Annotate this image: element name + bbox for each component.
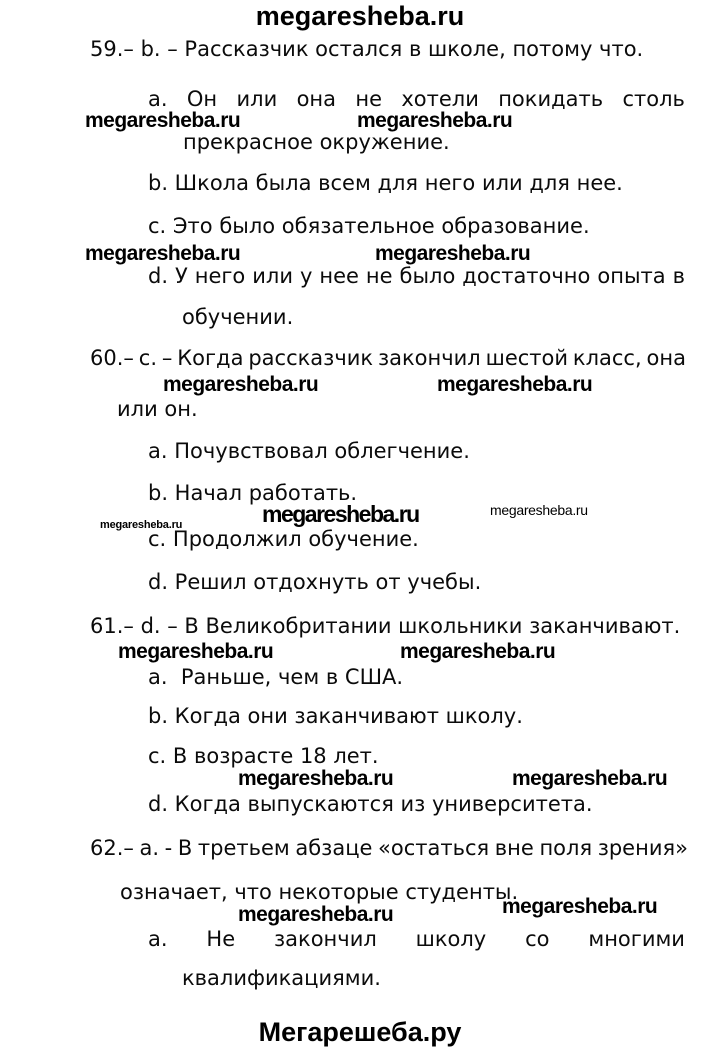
- watermark: megaresheba.ru: [490, 502, 588, 518]
- question-62-option-a-line2: квалификациями.: [182, 966, 381, 990]
- question-61-option-b: b. Когда они заканчивают школу.: [148, 704, 523, 728]
- question-62-heading-line1: 62.– a. - В третьем абзаце «остаться вне поля зрения»: [90, 836, 688, 860]
- watermark: megaresheba.ru: [357, 109, 513, 132]
- question-60-option-c: c. Продолжил обучение.: [148, 527, 419, 551]
- question-59-option-d-line2: обучении.: [182, 305, 294, 329]
- question-59-heading: 59.– b. – Рассказчик остался в школе, потому что.: [90, 37, 644, 61]
- question-60-option-d: d. Решил отдохнуть от учебы.: [148, 570, 482, 594]
- question-62-option-a-line1: a. Не закончил школу со многими: [148, 927, 685, 951]
- watermark: megaresheba.ru: [85, 242, 241, 265]
- watermark: megaresheba.ru: [238, 903, 394, 926]
- site-footer: Мегарешеба.ру: [258, 1017, 462, 1047]
- watermark: megaresheba.ru: [118, 640, 274, 663]
- question-60-heading-line1: 60.– c. – Когда рассказчик закончил шестой класс, она: [90, 346, 686, 370]
- watermark: megaresheba.ru: [262, 501, 419, 527]
- question-62-heading-line2: означает, что некоторые студенты.: [120, 880, 519, 904]
- question-61-option-d: d. Когда выпускаются из университета.: [148, 792, 593, 816]
- question-60-option-b: b. Начал работать.: [148, 481, 358, 505]
- question-61-option-a: a. Раньше, чем в США.: [148, 665, 404, 689]
- question-59-option-b: b. Школа была всем для него или для нее.: [148, 171, 623, 195]
- question-61-heading: 61.– d. – В Великобритании школьники заканчивают.: [90, 614, 681, 638]
- watermark: megaresheba.ru: [238, 767, 394, 790]
- watermark: megaresheba.ru: [100, 519, 183, 531]
- question-59-option-a-line1: a. Он или она не хотели покидать столь: [148, 87, 685, 111]
- watermark: megaresheba.ru: [400, 640, 556, 663]
- question-61-option-c: c. В возрасте 18 лет.: [148, 744, 379, 768]
- watermark: megaresheba.ru: [375, 242, 531, 265]
- site-header: megaresheba.ru: [255, 1, 465, 31]
- question-59-option-c: c. Это было обязательное образование.: [148, 214, 590, 238]
- watermark: megaresheba.ru: [163, 373, 319, 396]
- question-60-heading-line2: или он.: [117, 397, 198, 421]
- watermark: megaresheba.ru: [512, 767, 668, 790]
- watermark: megaresheba.ru: [437, 373, 593, 396]
- question-59-option-a-line2: прекрасное окружение.: [183, 130, 450, 154]
- question-60-option-a: a. Почувствовал облегчение.: [148, 439, 470, 463]
- question-59-option-d-line1: d. У него или у нее не было достаточно опыта в: [148, 264, 685, 288]
- watermark: megaresheba.ru: [85, 109, 241, 132]
- watermark: megaresheba.ru: [502, 895, 658, 918]
